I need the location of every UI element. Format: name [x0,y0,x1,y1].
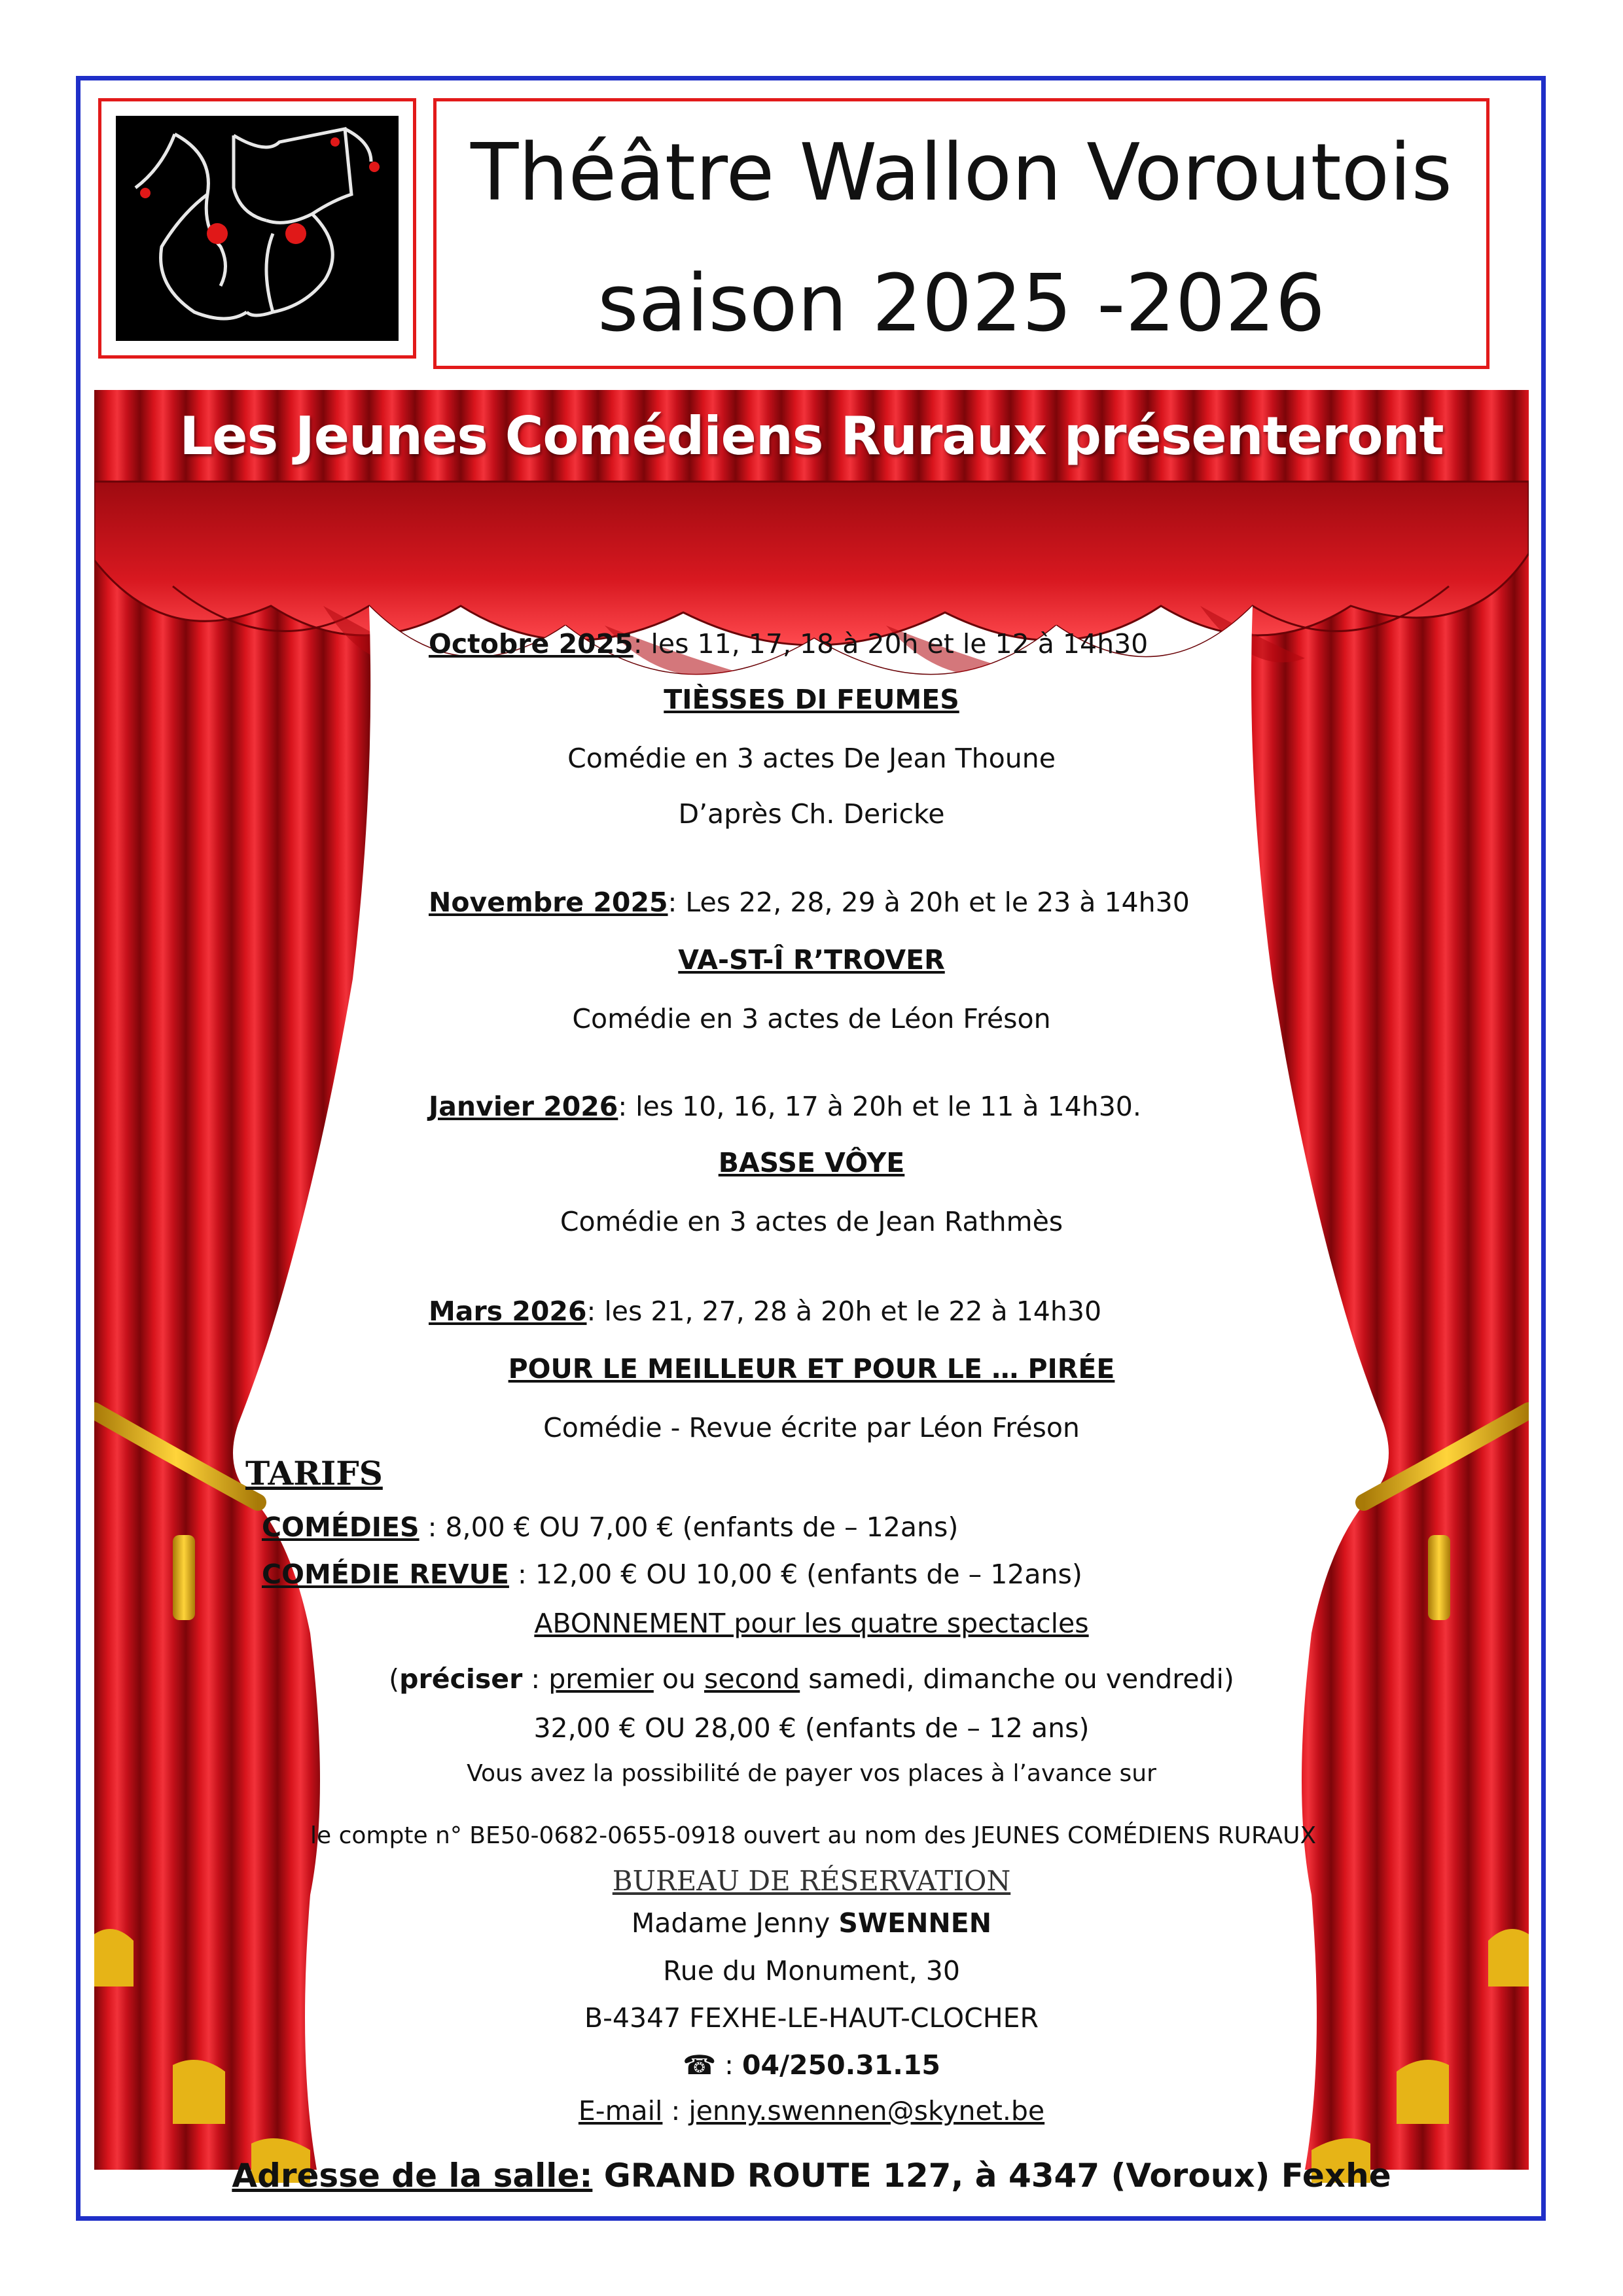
tarif-revue: COMÉDIE REVUE : 12,00 € OU 10,00 € (enfants de – 12ans) [262,1559,1082,1590]
show-desc-1b: D’après Ch. Dericke [678,798,945,830]
show-title-3: BASSE VÔYE [718,1147,905,1178]
reservation-heading: BUREAU DE RÉSERVATION [612,1865,1011,1897]
show-desc-4: Comédie - Revue écrite par Léon Fréson [543,1412,1080,1443]
show-title-2: VA-ST-Î R’TROVER [678,944,945,976]
banner-heading: Les Jeunes Comédiens Ruraux présenteront [179,406,1444,467]
reservation-name: Madame Jenny SWENNEN [631,1907,992,1939]
telephone-icon: ☎ [683,2049,717,2081]
show-date-4: Mars 2026: les 21, 27, 28 à 20h et le 22 à 14h30 [429,1296,1102,1327]
bank-account: le compte n° BE50-0682-0655-0918 ouvert au nom des JEUNES COMÉDIENS RURAUX [310,1822,1317,1849]
tarifs-heading: TARIFS [245,1454,383,1492]
show-title-1: TIÈSSES DI FEUMES [664,684,959,715]
theatre-jester-logo [116,116,399,341]
reservation-city: B-4347 FEXHE-LE-HAUT-CLOCHER [584,2002,1039,2034]
tarif-comedies: COMÉDIES : 8,00 € OU 7,00 € (enfants de – 12ans) [262,1511,959,1543]
title-box [433,98,1489,369]
tarif-abonnement-price: 32,00 € OU 28,00 € (enfants de – 12 ans) [533,1712,1090,1744]
venue-address: Adresse de la salle: GRAND ROUTE 127, à 4347 (Voroux) Fexhe [232,2157,1391,2195]
season-title: saison 2025 -2026 [597,258,1325,349]
show-desc-1: Comédie en 3 actes De Jean Thoune [567,743,1056,774]
show-date-2: Novembre 2025: Les 22, 28, 29 à 20h et le 23 à 14h30 [429,887,1190,918]
logo-frame [98,98,416,359]
theatre-title: Théâtre Wallon Voroutois [471,128,1452,219]
tarif-abonnement: ABONNEMENT pour les quatre spectacles [534,1608,1089,1639]
show-desc-2: Comédie en 3 actes de Léon Fréson [572,1003,1051,1034]
tarif-preciser: (préciser : premier ou second samedi, dimanche ou vendredi) [389,1663,1234,1695]
email-link[interactable]: jenny.swennen@skynet.be [688,2095,1045,2127]
show-date-1: Octobre 2025: les 11, 17, 18 à 20h et le 12 à 14h30 [429,628,1149,660]
reservation-email: E-mail : jenny.swennen@skynet.be [578,2095,1045,2127]
reservation-phone: ☎ : 04/250.31.15 [683,2049,940,2081]
reservation-street: Rue du Monument, 30 [663,1955,960,1987]
payment-note: Vous avez la possibilité de payer vos places à l’avance sur [467,1760,1156,1787]
show-desc-3: Comédie en 3 actes de Jean Rathmès [560,1206,1063,1237]
show-title-4: POUR LE MEILLEUR ET POUR LE … PIRÉE [508,1353,1115,1385]
show-date-3: Janvier 2026: les 10, 16, 17 à 20h et le 11 à 14h30. [429,1091,1141,1122]
